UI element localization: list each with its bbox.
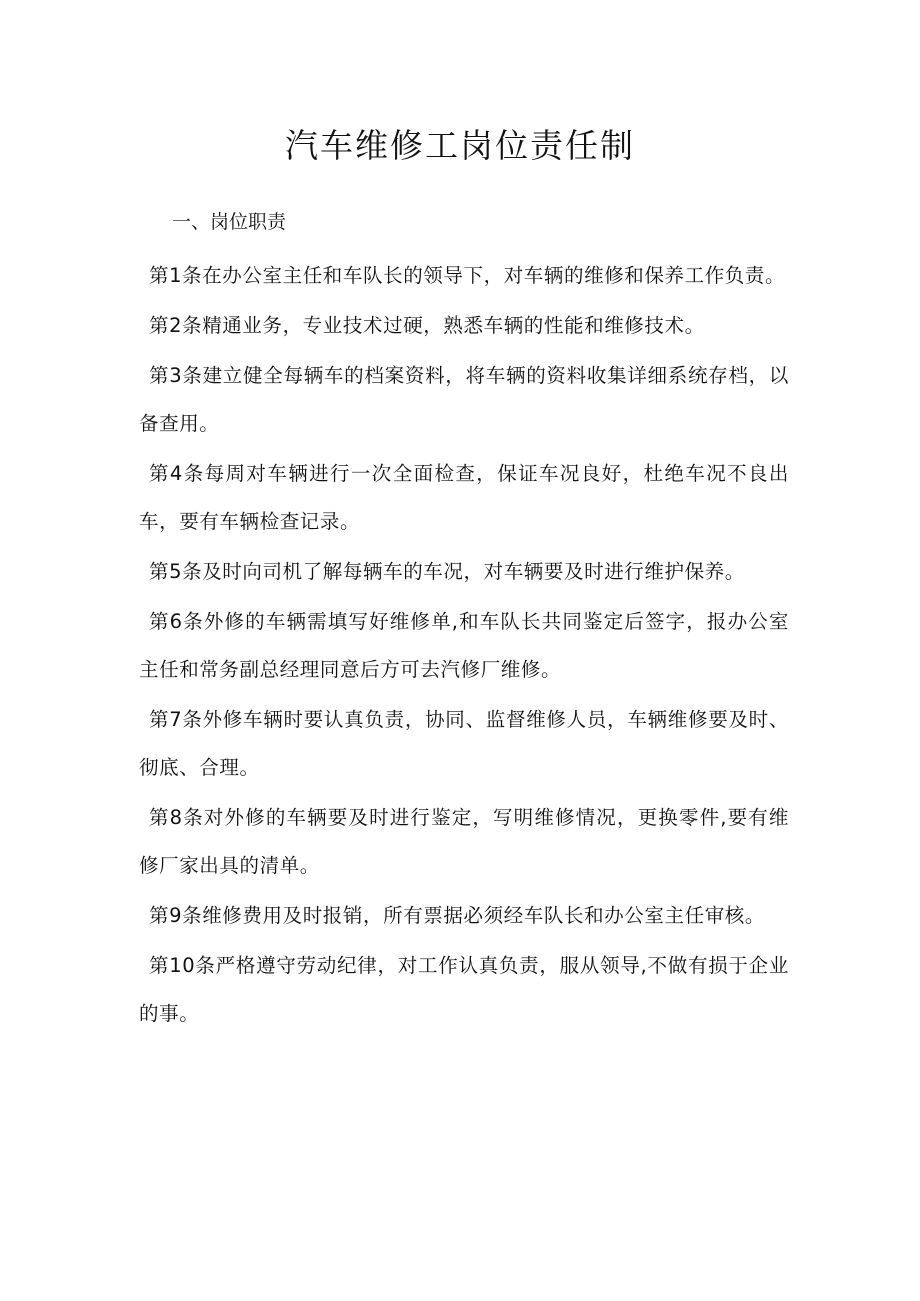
article-8: 第8条对外修的车辆要及时进行鉴定，写明维修情况，更换零件,要有维修厂家出具的清单。 bbox=[139, 806, 789, 877]
article-10: 第10条严格遵守劳动纪律，对工作认真负责，服从领导,不做有损于企业的事。 bbox=[139, 954, 789, 1025]
article-7: 第7条外修车辆时要认真负责，协同、监督维修人员，车辆维修要及时、彻底、合理。 bbox=[139, 708, 789, 779]
article-list bbox=[139, 252, 789, 1040]
article-1: 第1条在办公室主任和车队长的领导下，对车辆的维修和保养工作负责。 bbox=[149, 264, 786, 287]
article-3: 第3条建立健全每辆车的档案资料，将车辆的资料收集详细系统存档，以备查用。 bbox=[139, 364, 789, 435]
section-heading: 一、岗位职责 bbox=[172, 211, 287, 233]
article-9: 第9条维修费用及时报销，所有票据必须经车队长和办公室主任审核。 bbox=[149, 904, 766, 927]
article-2: 第2条精通业务，专业技术过硬，熟悉车辆的性能和维修技术。 bbox=[149, 314, 705, 337]
article-5: 第5条及时向司机了解每辆车的车况，对车辆要及时进行维护保养。 bbox=[149, 560, 745, 583]
document-title: 汽车维修工岗位责任制 bbox=[285, 126, 635, 165]
article-6: 第6条外修的车辆需填写好维修单,和车队长共同鉴定后签字，报办公室主任和常务副总经理同意后方可去汽修厂维修。 bbox=[139, 610, 789, 681]
article-4: 第4条每周对车辆进行一次全面检查，保证车况良好，杜绝车况不良出车，要有车辆检查记录。 bbox=[139, 462, 789, 533]
